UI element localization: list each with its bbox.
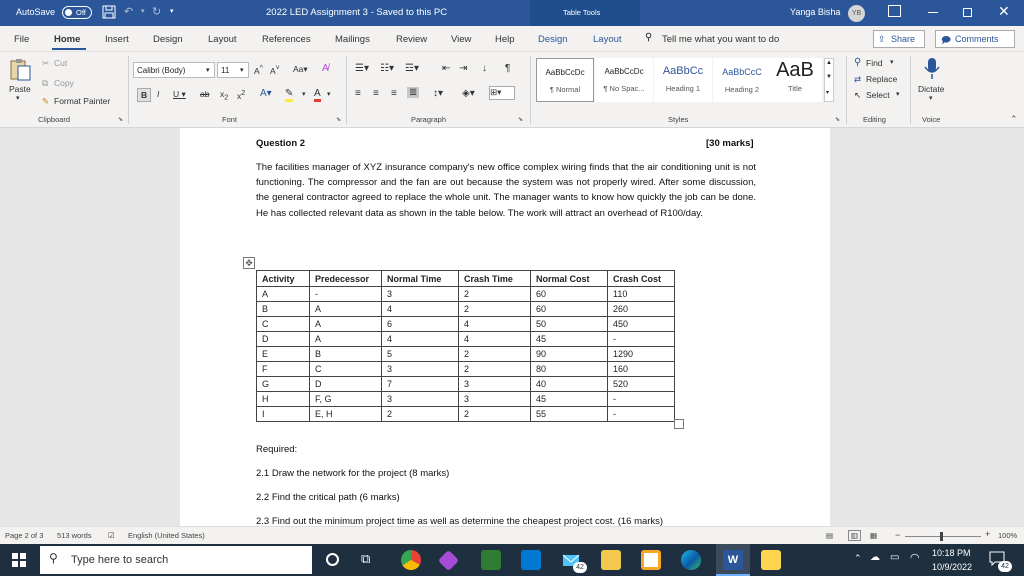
- replace-icon[interactable]: ⇄: [854, 74, 862, 84]
- document-title: 2022 LED Assignment 3 - Saved to this PC: [266, 7, 448, 18]
- undo-dropdown-icon[interactable]: ▾: [141, 8, 145, 15]
- clipboard-group-label: Clipboard: [38, 115, 71, 124]
- table-cell[interactable]: 50: [531, 317, 608, 332]
- table-cell[interactable]: E: [257, 347, 310, 362]
- status-bar: [0, 526, 1024, 544]
- document-page[interactable]: [180, 128, 830, 526]
- chevron-down-icon[interactable]: ▾: [929, 95, 933, 102]
- document-area[interactable]: [0, 128, 1024, 526]
- style-no-spacing-preview: AaBbCcDc: [604, 67, 644, 76]
- edge-icon[interactable]: [681, 550, 701, 570]
- style-normal[interactable]: [536, 58, 594, 102]
- table-cell[interactable]: 55: [531, 407, 608, 422]
- zoom-slider[interactable]: [905, 536, 981, 537]
- table-row: [257, 362, 675, 377]
- justify-icon[interactable]: ≣: [409, 87, 418, 98]
- format-painter-label[interactable]: Format Painter: [54, 96, 111, 106]
- find-icon[interactable]: ⚲: [854, 57, 862, 68]
- tab-insert[interactable]: Insert: [105, 34, 129, 45]
- autosave-label: AutoSave: [16, 7, 56, 17]
- print-layout-icon[interactable]: ▥: [848, 530, 861, 541]
- table-cell[interactable]: 1290: [608, 347, 675, 362]
- style-no-spacing[interactable]: [595, 58, 653, 102]
- table-cell[interactable]: 110: [608, 287, 675, 302]
- tab-view[interactable]: View: [451, 34, 472, 45]
- show-formatting-icon[interactable]: ¶: [505, 63, 511, 74]
- word-taskbar-button[interactable]: [716, 544, 750, 576]
- table-cell[interactable]: 4: [382, 332, 459, 347]
- lightbulb-search-icon: ⚲: [645, 32, 653, 43]
- table-cell[interactable]: 260: [608, 302, 675, 317]
- cut-icon[interactable]: ✂: [42, 58, 50, 68]
- sort-icon[interactable]: ↓: [482, 63, 487, 74]
- copy-icon[interactable]: ⧉: [42, 78, 49, 88]
- battery-icon[interactable]: ▭: [890, 552, 900, 563]
- share-icon: ⇪: [878, 34, 886, 44]
- active-tab-underline: [52, 48, 86, 50]
- table-cell[interactable]: 7: [382, 377, 459, 392]
- web-layout-icon[interactable]: ▦: [870, 531, 878, 540]
- ribbon-display-icon[interactable]: [888, 5, 901, 17]
- tab-file[interactable]: File: [14, 34, 30, 45]
- chevron-down-icon[interactable]: ▾: [896, 91, 900, 98]
- decrease-indent-icon[interactable]: ⇤: [442, 63, 451, 74]
- table-cell[interactable]: A: [257, 287, 310, 302]
- table-cell[interactable]: 2: [459, 362, 531, 377]
- close-icon[interactable]: ✕: [998, 3, 1010, 19]
- table-cell[interactable]: 2: [459, 302, 531, 317]
- read-mode-icon[interactable]: ▤: [826, 531, 834, 540]
- table-row: [257, 287, 675, 302]
- shading-icon[interactable]: ◈▾: [462, 88, 475, 99]
- style-title[interactable]: [768, 58, 822, 102]
- style-no-spacing-name: ¶ No Spac...: [603, 84, 645, 93]
- table-cell[interactable]: 3: [382, 362, 459, 377]
- table-cell[interactable]: D: [310, 377, 382, 392]
- zoom-out-icon[interactable]: −: [895, 530, 901, 540]
- table-cell[interactable]: -: [310, 287, 382, 302]
- purple-app-icon[interactable]: [438, 550, 459, 571]
- store-icon[interactable]: [641, 550, 661, 570]
- text-effects-icon[interactable]: A▾: [260, 88, 272, 99]
- table-cell[interactable]: 4: [382, 302, 459, 317]
- network-drive-icon[interactable]: ☁: [870, 552, 880, 563]
- tab-home[interactable]: Home: [54, 34, 81, 45]
- find-label[interactable]: Find: [866, 58, 883, 68]
- table-cell[interactable]: A: [310, 332, 382, 347]
- align-left-icon[interactable]: ≡: [355, 88, 361, 99]
- styles-group-label: Styles: [668, 115, 689, 124]
- table-cell[interactable]: 2: [382, 407, 459, 422]
- requirement-2-2: 2.2 Find the critical path (6 marks): [256, 492, 400, 503]
- style-heading-1-name: Heading 1: [665, 84, 701, 93]
- paste-label[interactable]: Paste: [9, 84, 31, 94]
- font-size-value: 11: [221, 66, 230, 75]
- font-name-select[interactable]: [133, 62, 215, 78]
- table-header-cell[interactable]: Normal Cost: [531, 271, 608, 287]
- table-cell[interactable]: 3: [382, 392, 459, 407]
- table-cell[interactable]: B: [310, 347, 382, 362]
- style-title-preview: AaB: [776, 59, 814, 81]
- subscript-icon[interactable]: $x_2$: [220, 89, 229, 102]
- table-cell[interactable]: 5: [382, 347, 459, 362]
- table-row: [257, 302, 675, 317]
- table-cell[interactable]: 160: [608, 362, 675, 377]
- proofing-icon[interactable]: ☑: [108, 531, 115, 540]
- grow-font-icon[interactable]: A^: [254, 64, 263, 76]
- font-group-label: Font: [222, 115, 238, 124]
- multilevel-list-icon[interactable]: ☲▾: [405, 63, 419, 74]
- zoom-slider-thumb[interactable]: [940, 532, 943, 541]
- font-size-select[interactable]: [217, 62, 249, 78]
- table-row: [257, 347, 675, 362]
- mail-badge: 42: [573, 562, 587, 573]
- table-cell[interactable]: -: [608, 407, 675, 422]
- table-cell[interactable]: 450: [608, 317, 675, 332]
- numbering-icon[interactable]: ☷▾: [380, 63, 394, 74]
- redo-icon[interactable]: ↻: [152, 6, 162, 18]
- comments-button[interactable]: [935, 30, 1015, 48]
- highlight-icon[interactable]: ✎: [285, 88, 293, 102]
- voice-group-label: Voice: [922, 115, 941, 124]
- zoom-level[interactable]: 100%: [998, 531, 1018, 540]
- chevron-down-icon[interactable]: ▾: [327, 91, 331, 98]
- context-tab-header: [530, 0, 640, 26]
- tab-table-layout[interactable]: Layout: [593, 34, 622, 45]
- table-cell[interactable]: A: [310, 317, 382, 332]
- change-case-icon[interactable]: Aa▾: [293, 64, 308, 74]
- project-data-table[interactable]: [256, 270, 675, 422]
- user-name[interactable]: Yanga Bisha: [790, 7, 841, 17]
- paste-dropdown-icon[interactable]: ▾: [16, 95, 20, 102]
- clock-date[interactable]: 10/9/2022: [932, 562, 973, 572]
- table-cell[interactable]: A: [310, 302, 382, 317]
- required-heading: Required:: [256, 444, 298, 455]
- word-icon: W: [723, 550, 743, 570]
- file-explorer-icon[interactable]: [601, 550, 621, 570]
- table-cell[interactable]: 60: [531, 287, 608, 302]
- table-cell[interactable]: E, H: [310, 407, 382, 422]
- styles-scrollbar[interactable]: ▲ ▼ ▾: [824, 58, 834, 102]
- table-move-handle-icon[interactable]: ✥: [243, 257, 255, 269]
- table-cell[interactable]: I: [257, 407, 310, 422]
- chrome-icon[interactable]: [401, 550, 421, 570]
- table-header-cell[interactable]: Crash Time: [459, 271, 531, 287]
- ribbon: [0, 52, 1024, 128]
- table-row: [257, 332, 675, 347]
- shrink-font-icon[interactable]: A˅: [270, 64, 280, 76]
- sticky-notes-icon[interactable]: [761, 550, 781, 570]
- avatar[interactable]: YB: [848, 5, 865, 22]
- table-row: [257, 392, 675, 407]
- task-view-icon[interactable]: ⧉: [361, 551, 371, 566]
- chevron-down-icon[interactable]: ▾: [890, 59, 894, 66]
- zoom-in-icon[interactable]: +: [985, 529, 991, 539]
- table-cell[interactable]: 4: [459, 332, 531, 347]
- table-header-cell[interactable]: Crash Cost: [608, 271, 675, 287]
- taskbar-search-box[interactable]: [40, 546, 312, 574]
- outlook-icon[interactable]: [521, 550, 541, 570]
- table-cell[interactable]: -: [608, 392, 675, 407]
- table-cell[interactable]: C: [310, 362, 382, 377]
- title-bar: [0, 0, 1024, 26]
- tab-review[interactable]: Review: [396, 34, 428, 45]
- format-painter-icon[interactable]: ✎: [42, 96, 50, 106]
- paragraph-launcher-icon[interactable]: ⬊: [518, 117, 524, 123]
- table-cell[interactable]: F, G: [310, 392, 382, 407]
- select-label[interactable]: Select: [866, 90, 890, 100]
- table-cell[interactable]: 3: [459, 392, 531, 407]
- style-heading-1-preview: AaBbCc: [662, 65, 704, 77]
- table-cell[interactable]: 2: [459, 347, 531, 362]
- save-icon[interactable]: [102, 5, 116, 21]
- tab-layout[interactable]: Layout: [208, 34, 237, 45]
- customize-qat-icon[interactable]: ▾: [170, 8, 174, 15]
- ribbon-tabs: [0, 26, 1024, 52]
- style-heading-2-preview: AaBbCcC: [722, 67, 762, 77]
- tab-table-design[interactable]: Design: [538, 34, 568, 45]
- autosave-toggle[interactable]: [62, 6, 92, 19]
- cortana-icon[interactable]: [326, 553, 339, 566]
- bold-icon[interactable]: B: [137, 88, 151, 102]
- style-title-name: Title: [788, 84, 802, 93]
- paste-icon[interactable]: [8, 57, 34, 83]
- table-cell[interactable]: 2: [459, 407, 531, 422]
- table-cell[interactable]: C: [257, 317, 310, 332]
- tell-me-input[interactable]: Tell me what you want to do: [662, 34, 780, 45]
- word-count[interactable]: 513 words: [57, 531, 92, 540]
- collapse-ribbon-icon[interactable]: ⌃: [1010, 114, 1018, 124]
- table-cell[interactable]: 6: [382, 317, 459, 332]
- table-cell[interactable]: 80: [531, 362, 608, 377]
- align-right-icon[interactable]: ≡: [391, 88, 397, 99]
- notifications-badge: 42: [998, 561, 1012, 572]
- table-header-row: [257, 271, 675, 287]
- requirement-2-3: 2.3 Find out the minimum project time as well as determine the cheapest project cost. (16 marks): [256, 516, 664, 526]
- search-icon: ⚲: [49, 551, 58, 565]
- requirement-2-1: 2.1 Draw the network for the project (8 marks): [256, 468, 450, 479]
- table-cell[interactable]: 90: [531, 347, 608, 362]
- table-cell[interactable]: 4: [459, 317, 531, 332]
- align-center-icon[interactable]: ≡: [373, 88, 379, 99]
- comments-label: Comments: [955, 34, 999, 44]
- table-cell[interactable]: D: [257, 332, 310, 347]
- underline-icon[interactable]: U ▾: [173, 89, 186, 99]
- cut-label[interactable]: Cut: [54, 58, 68, 68]
- page-count[interactable]: Page 2 of 3: [5, 531, 44, 540]
- font-launcher-icon[interactable]: ⬊: [336, 117, 342, 123]
- table-cell[interactable]: 3: [459, 377, 531, 392]
- font-color-icon[interactable]: A: [314, 88, 321, 102]
- dictate-label[interactable]: Dictate: [918, 84, 945, 94]
- table-header-cell[interactable]: Normal Time: [382, 271, 459, 287]
- microphone-icon[interactable]: [923, 57, 941, 81]
- styles-launcher-icon[interactable]: ⬊: [835, 117, 841, 123]
- wifi-icon[interactable]: ◠: [910, 552, 920, 564]
- undo-icon[interactable]: ↶: [124, 6, 134, 18]
- style-heading-2[interactable]: [713, 58, 771, 102]
- style-normal-preview: AaBbCcDc: [545, 68, 585, 77]
- table-header-cell[interactable]: Activity: [257, 271, 310, 287]
- style-heading-1[interactable]: [654, 58, 712, 102]
- table-row: [257, 377, 675, 392]
- autosave-state: Off: [76, 8, 86, 17]
- table-resize-handle[interactable]: [674, 419, 684, 429]
- table-cell[interactable]: 45: [531, 332, 608, 347]
- show-hidden-icons-icon[interactable]: ⌃: [854, 553, 862, 563]
- table-cell[interactable]: 520: [608, 377, 675, 392]
- table-cell[interactable]: 45: [531, 392, 608, 407]
- question-body: The facilities manager of XYZ insurance company's new office complex wiring finds that the air conditioning unit is not functioning. The compressor and the fan are out because the system was not properly wired. After some discussion, the general contractor agreed to replace the whole unit. The manager wants to know how quickly the job can be done. He has collected relevant data as shown in the table below. The work will attract an overhead of R100/day.: [256, 162, 756, 219]
- table-cell[interactable]: G: [257, 377, 310, 392]
- windows-taskbar: [0, 544, 1024, 576]
- chevron-down-icon[interactable]: ▾: [302, 91, 306, 98]
- table-header-cell[interactable]: Predecessor: [310, 271, 382, 287]
- style-normal-name: ¶ Normal: [549, 85, 581, 94]
- tab-references[interactable]: References: [262, 34, 311, 45]
- table-cell[interactable]: 2: [459, 287, 531, 302]
- tab-mailings[interactable]: Mailings: [335, 34, 370, 45]
- table-cell[interactable]: H: [257, 392, 310, 407]
- question-heading: Question 2: [256, 138, 306, 149]
- tab-design[interactable]: Design: [153, 34, 183, 45]
- table-row: [257, 407, 675, 422]
- borders-icon[interactable]: ⊞▾: [489, 86, 515, 100]
- question-marks: [30 marks]: [706, 138, 754, 149]
- select-icon[interactable]: ↖: [854, 90, 862, 100]
- green-app-icon[interactable]: [481, 550, 501, 570]
- clear-formatting-icon[interactable]: A̸: [322, 63, 329, 74]
- replace-label[interactable]: Replace: [866, 74, 898, 84]
- style-heading-2-name: Heading 2: [724, 85, 760, 94]
- table-row: [257, 317, 675, 332]
- table-cell[interactable]: 60: [531, 302, 608, 317]
- line-spacing-icon[interactable]: ↕▾: [433, 88, 444, 99]
- clock-time[interactable]: 10:18 PM: [932, 548, 971, 558]
- strikethrough-icon[interactable]: ab: [200, 89, 210, 99]
- windows-start-icon[interactable]: [12, 553, 26, 567]
- table-cell[interactable]: F: [257, 362, 310, 377]
- italic-icon[interactable]: I: [157, 89, 160, 99]
- table-cell[interactable]: -: [608, 332, 675, 347]
- table-cell[interactable]: 3: [382, 287, 459, 302]
- chevron-down-icon: ▾: [240, 67, 244, 74]
- share-label: Share: [891, 34, 916, 44]
- superscript-icon[interactable]: $x^2$: [237, 89, 246, 101]
- restore-icon[interactable]: [963, 8, 972, 17]
- share-button[interactable]: [873, 30, 925, 48]
- font-name-value: Calibri (Body): [137, 66, 186, 75]
- taskbar-search-placeholder: Type here to search: [71, 554, 169, 566]
- chevron-down-icon: ▾: [206, 67, 210, 74]
- comment-icon: 🗩: [941, 35, 951, 45]
- copy-label[interactable]: Copy: [54, 78, 74, 88]
- table-cell[interactable]: B: [257, 302, 310, 317]
- paragraph-group-label: Paragraph: [411, 115, 447, 124]
- editing-group-label: Editing: [863, 115, 886, 124]
- tab-help[interactable]: Help: [495, 34, 515, 45]
- table-tools-label: Table Tools: [563, 8, 601, 17]
- minimize-icon[interactable]: [928, 12, 938, 13]
- table-cell[interactable]: 40: [531, 377, 608, 392]
- clipboard-launcher-icon[interactable]: ⬊: [118, 117, 124, 123]
- bullets-icon[interactable]: ☰▾: [355, 63, 369, 74]
- language-indicator[interactable]: English (United States): [128, 531, 205, 540]
- increase-indent-icon[interactable]: ⇥: [459, 63, 468, 74]
